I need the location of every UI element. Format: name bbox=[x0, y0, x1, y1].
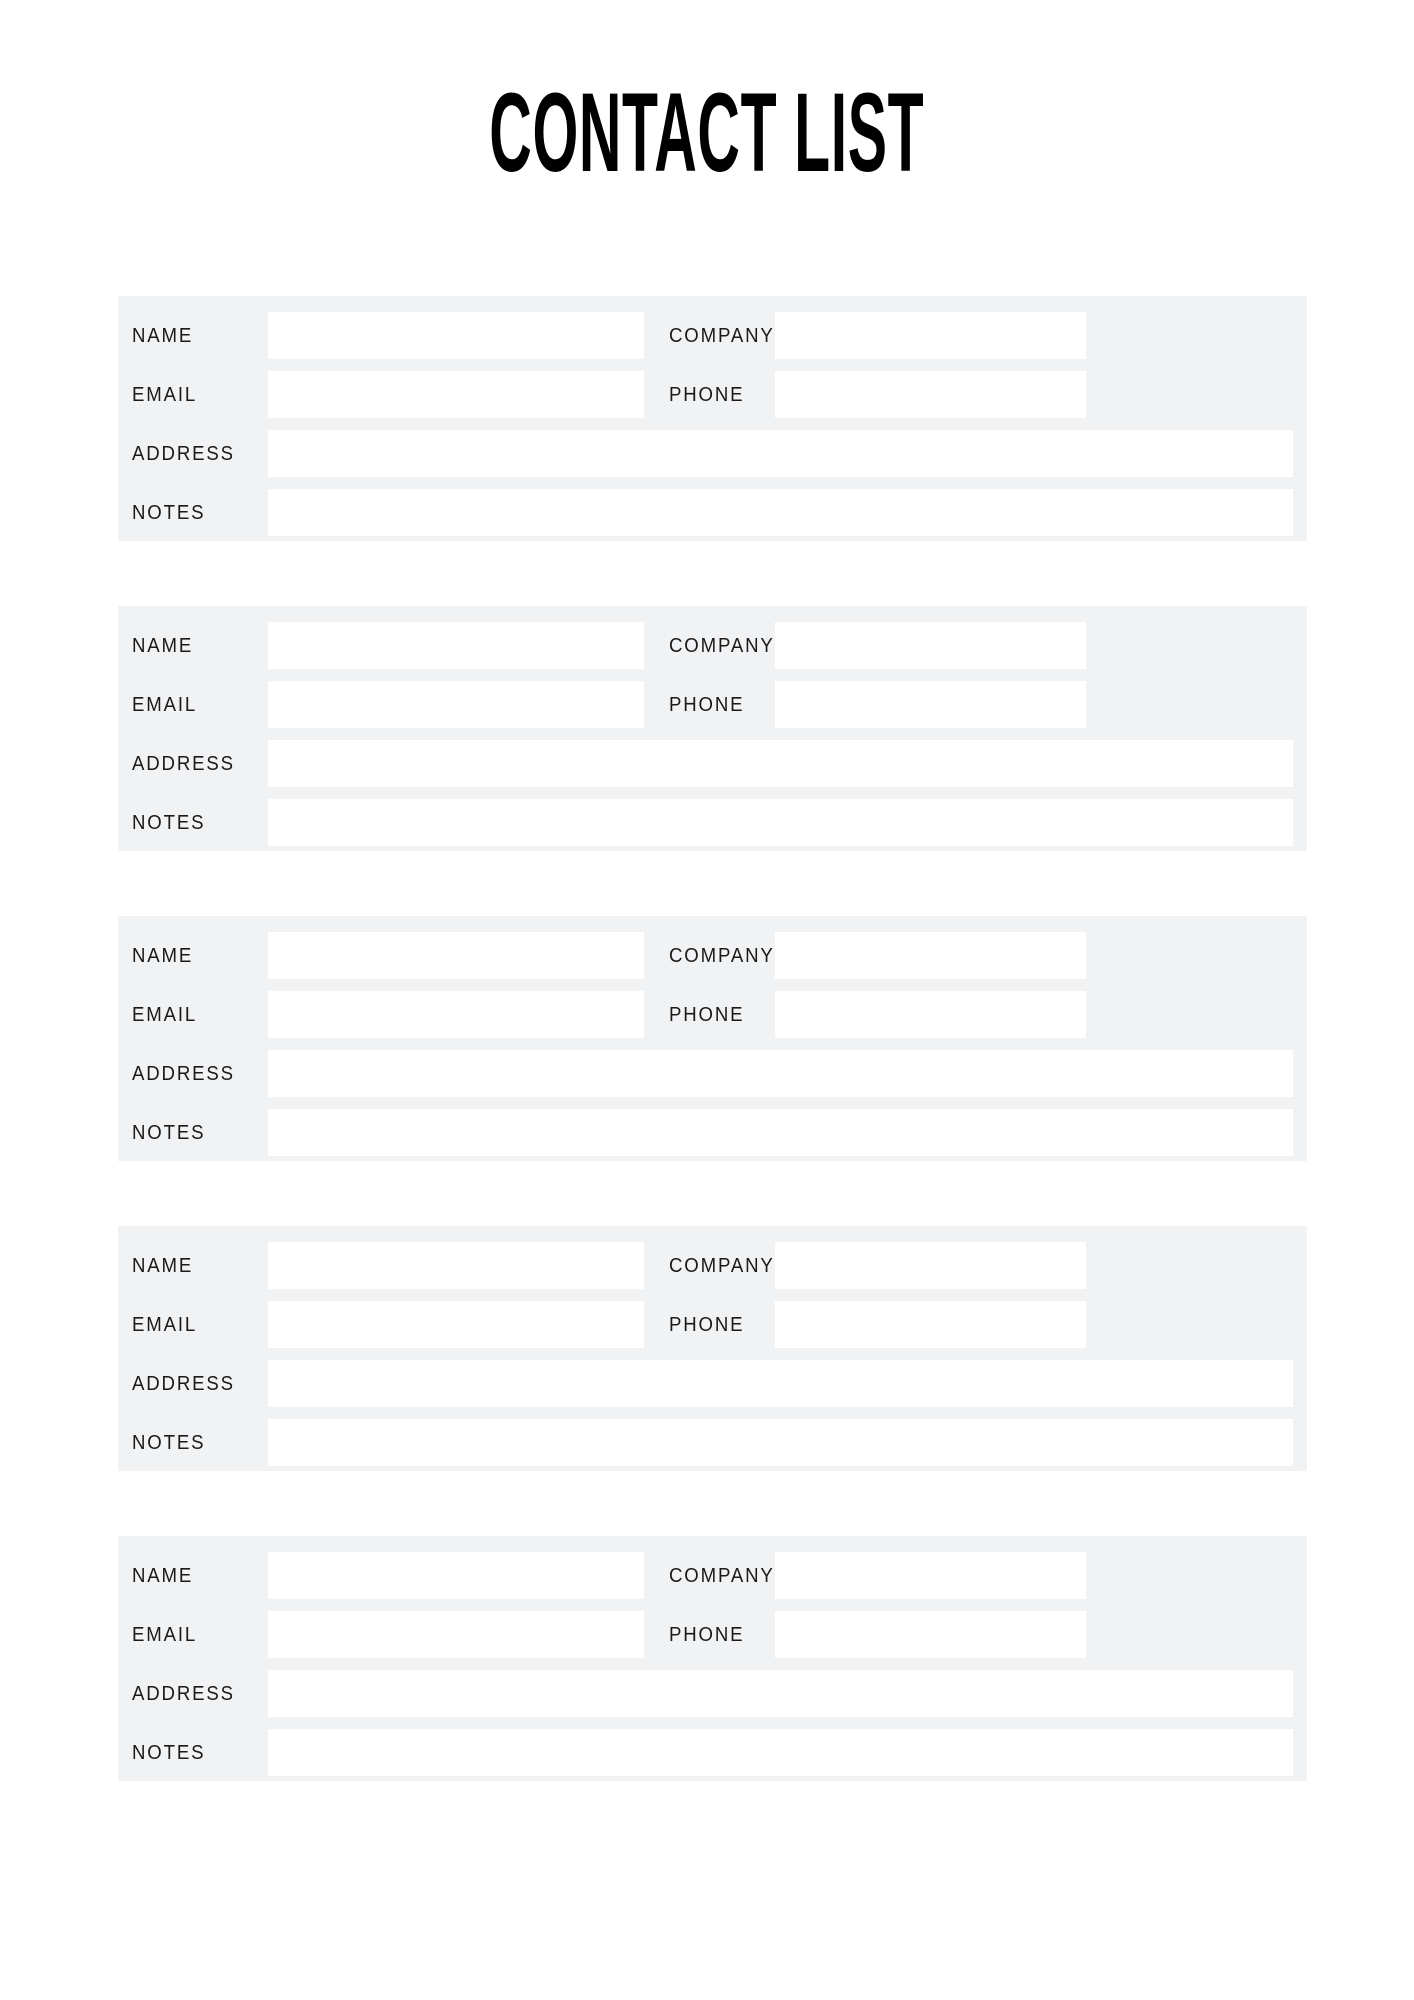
name-input[interactable] bbox=[268, 622, 644, 669]
company-input[interactable] bbox=[775, 312, 1086, 359]
email-label-cell bbox=[118, 681, 268, 728]
address-input[interactable] bbox=[268, 740, 1293, 787]
name-label: NAME bbox=[132, 324, 194, 347]
company-label: COMPANY bbox=[669, 634, 775, 657]
email-phone-row bbox=[118, 991, 1307, 1038]
row-gap bbox=[644, 1611, 655, 1658]
address-label-cell bbox=[118, 1050, 268, 1097]
address-row bbox=[118, 740, 1307, 787]
email-phone-row bbox=[118, 1611, 1307, 1658]
phone-label: PHONE bbox=[669, 1313, 745, 1336]
name-input[interactable] bbox=[268, 312, 644, 359]
name-label-cell bbox=[118, 622, 268, 669]
notes-input[interactable] bbox=[268, 489, 1293, 536]
notes-label-cell bbox=[118, 1419, 268, 1466]
company-label-cell bbox=[655, 1242, 775, 1289]
address-label: ADDRESS bbox=[132, 1062, 235, 1085]
notes-label-cell bbox=[118, 1729, 268, 1776]
notes-row bbox=[118, 1419, 1307, 1466]
email-label: EMAIL bbox=[132, 693, 198, 716]
notes-label: NOTES bbox=[132, 1741, 206, 1764]
row-gap bbox=[644, 371, 655, 418]
name-label: NAME bbox=[132, 634, 194, 657]
phone-label-cell bbox=[655, 681, 775, 728]
address-row bbox=[118, 1360, 1307, 1407]
address-row bbox=[118, 1050, 1307, 1097]
notes-label-cell bbox=[118, 1109, 268, 1156]
name-company-row bbox=[118, 932, 1307, 979]
address-label-cell bbox=[118, 740, 268, 787]
company-label: COMPANY bbox=[669, 1564, 775, 1587]
company-label: COMPANY bbox=[669, 1254, 775, 1277]
notes-input[interactable] bbox=[268, 1729, 1293, 1776]
name-label: NAME bbox=[132, 944, 194, 967]
company-label-cell bbox=[655, 312, 775, 359]
phone-label: PHONE bbox=[669, 383, 745, 406]
name-company-row bbox=[118, 1242, 1307, 1289]
notes-label-cell bbox=[118, 489, 268, 536]
address-input[interactable] bbox=[268, 430, 1293, 477]
row-gap bbox=[644, 622, 655, 669]
company-label-cell bbox=[655, 1552, 775, 1599]
notes-input[interactable] bbox=[268, 799, 1293, 846]
email-label: EMAIL bbox=[132, 1623, 198, 1646]
name-label-cell bbox=[118, 1552, 268, 1599]
notes-input[interactable] bbox=[268, 1109, 1293, 1156]
notes-label: NOTES bbox=[132, 501, 206, 524]
email-label: EMAIL bbox=[132, 1313, 198, 1336]
notes-row bbox=[118, 1109, 1307, 1156]
email-input[interactable] bbox=[268, 1301, 644, 1348]
email-phone-row bbox=[118, 1301, 1307, 1348]
row-gap bbox=[644, 681, 655, 728]
contact-cards-list bbox=[118, 296, 1307, 1781]
name-label-cell bbox=[118, 312, 268, 359]
page-title: CONTACT LIST bbox=[489, 70, 925, 196]
notes-label: NOTES bbox=[132, 1121, 206, 1144]
company-input[interactable] bbox=[775, 1242, 1086, 1289]
email-input[interactable] bbox=[268, 1611, 644, 1658]
row-gap bbox=[644, 1242, 655, 1289]
address-label-cell bbox=[118, 1670, 268, 1717]
address-label: ADDRESS bbox=[132, 442, 235, 465]
address-row bbox=[118, 1670, 1307, 1717]
name-label: NAME bbox=[132, 1254, 194, 1277]
contact-card bbox=[118, 606, 1307, 851]
contact-card bbox=[118, 1226, 1307, 1471]
notes-row bbox=[118, 799, 1307, 846]
phone-label-cell bbox=[655, 1611, 775, 1658]
email-input[interactable] bbox=[268, 991, 644, 1038]
notes-label-cell bbox=[118, 799, 268, 846]
contact-card bbox=[118, 916, 1307, 1161]
phone-label: PHONE bbox=[669, 1003, 745, 1026]
name-company-row bbox=[118, 622, 1307, 669]
phone-label: PHONE bbox=[669, 693, 745, 716]
notes-label: NOTES bbox=[132, 811, 206, 834]
phone-input[interactable] bbox=[775, 1611, 1086, 1658]
email-phone-row bbox=[118, 371, 1307, 418]
company-input[interactable] bbox=[775, 622, 1086, 669]
email-input[interactable] bbox=[268, 371, 644, 418]
email-label: EMAIL bbox=[132, 383, 198, 406]
phone-label: PHONE bbox=[669, 1623, 745, 1646]
name-company-row bbox=[118, 312, 1307, 359]
phone-input[interactable] bbox=[775, 1301, 1086, 1348]
address-input[interactable] bbox=[268, 1360, 1293, 1407]
title-container bbox=[0, 70, 1414, 196]
notes-label: NOTES bbox=[132, 1431, 206, 1454]
contact-card bbox=[118, 1536, 1307, 1781]
phone-input[interactable] bbox=[775, 991, 1086, 1038]
name-label-cell bbox=[118, 932, 268, 979]
notes-row bbox=[118, 489, 1307, 536]
email-label-cell bbox=[118, 371, 268, 418]
company-label: COMPANY bbox=[669, 324, 775, 347]
notes-row bbox=[118, 1729, 1307, 1776]
address-input[interactable] bbox=[268, 1050, 1293, 1097]
name-input[interactable] bbox=[268, 1242, 644, 1289]
company-label-cell bbox=[655, 622, 775, 669]
company-label-cell bbox=[655, 932, 775, 979]
email-label-cell bbox=[118, 991, 268, 1038]
address-label-cell bbox=[118, 1360, 268, 1407]
email-input[interactable] bbox=[268, 681, 644, 728]
address-input[interactable] bbox=[268, 1670, 1293, 1717]
company-input[interactable] bbox=[775, 1552, 1086, 1599]
email-phone-row bbox=[118, 681, 1307, 728]
name-input[interactable] bbox=[268, 1552, 644, 1599]
email-label-cell bbox=[118, 1301, 268, 1348]
phone-label-cell bbox=[655, 991, 775, 1038]
name-label-cell bbox=[118, 1242, 268, 1289]
phone-input[interactable] bbox=[775, 371, 1086, 418]
row-gap bbox=[644, 932, 655, 979]
name-input[interactable] bbox=[268, 932, 644, 979]
address-label: ADDRESS bbox=[132, 1372, 235, 1395]
row-gap bbox=[644, 312, 655, 359]
address-label: ADDRESS bbox=[132, 752, 235, 775]
row-gap bbox=[644, 1301, 655, 1348]
row-gap bbox=[644, 991, 655, 1038]
address-row bbox=[118, 430, 1307, 477]
row-gap bbox=[644, 1552, 655, 1599]
notes-input[interactable] bbox=[268, 1419, 1293, 1466]
company-input[interactable] bbox=[775, 932, 1086, 979]
name-label: NAME bbox=[132, 1564, 194, 1587]
email-label-cell bbox=[118, 1611, 268, 1658]
address-label: ADDRESS bbox=[132, 1682, 235, 1705]
address-label-cell bbox=[118, 430, 268, 477]
phone-label-cell bbox=[655, 1301, 775, 1348]
phone-label-cell bbox=[655, 371, 775, 418]
email-label: EMAIL bbox=[132, 1003, 198, 1026]
contact-card bbox=[118, 296, 1307, 541]
company-label: COMPANY bbox=[669, 944, 775, 967]
phone-input[interactable] bbox=[775, 681, 1086, 728]
name-company-row bbox=[118, 1552, 1307, 1599]
